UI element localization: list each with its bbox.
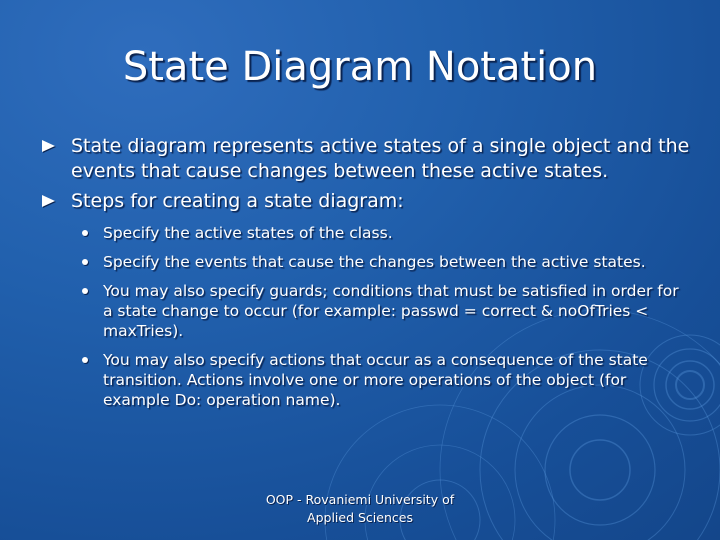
right-arrowhead-icon [42,140,55,152]
bullet-item [40,134,690,184]
bullet-text: Steps for creating a state diagram: [71,190,404,212]
sub-bullet-item [80,281,688,341]
bullet-list [40,134,690,419]
slide-footer [210,491,510,527]
right-arrowhead-icon [42,195,55,207]
sub-bullet-text: You may also specify guards; conditions that must be satisfied in order for a state change to occur (for example: passwd = correct & noOfTries < maxTries). [103,282,679,340]
footer-line-2: Applied Sciences [307,510,413,525]
round-dot-icon [82,259,88,265]
footer-line-1: OOP - Rovaniemi University of [265,492,455,507]
round-dot-icon [82,357,88,363]
sub-bullet-item [80,350,688,410]
sub-bullet-item [80,223,688,243]
sub-bullet-text: You may also specify actions that occur as a consequence of the state transition. Actions involve one or more operations of the object (for example Do: operation name). [103,351,648,409]
sub-bullet-text: Specify the active states of the class. [103,224,393,242]
bullet-item [40,189,690,214]
sub-bullet-text: Specify the events that cause the changes between the active states. [103,253,646,271]
sub-bullet-item [80,252,688,272]
bullet-text: State diagram represents active states of a single object and the events that cause changes between these active states. [71,135,690,182]
round-dot-icon [82,230,88,236]
slide-title: State Diagram Notation [122,44,598,90]
round-dot-icon [82,288,88,294]
